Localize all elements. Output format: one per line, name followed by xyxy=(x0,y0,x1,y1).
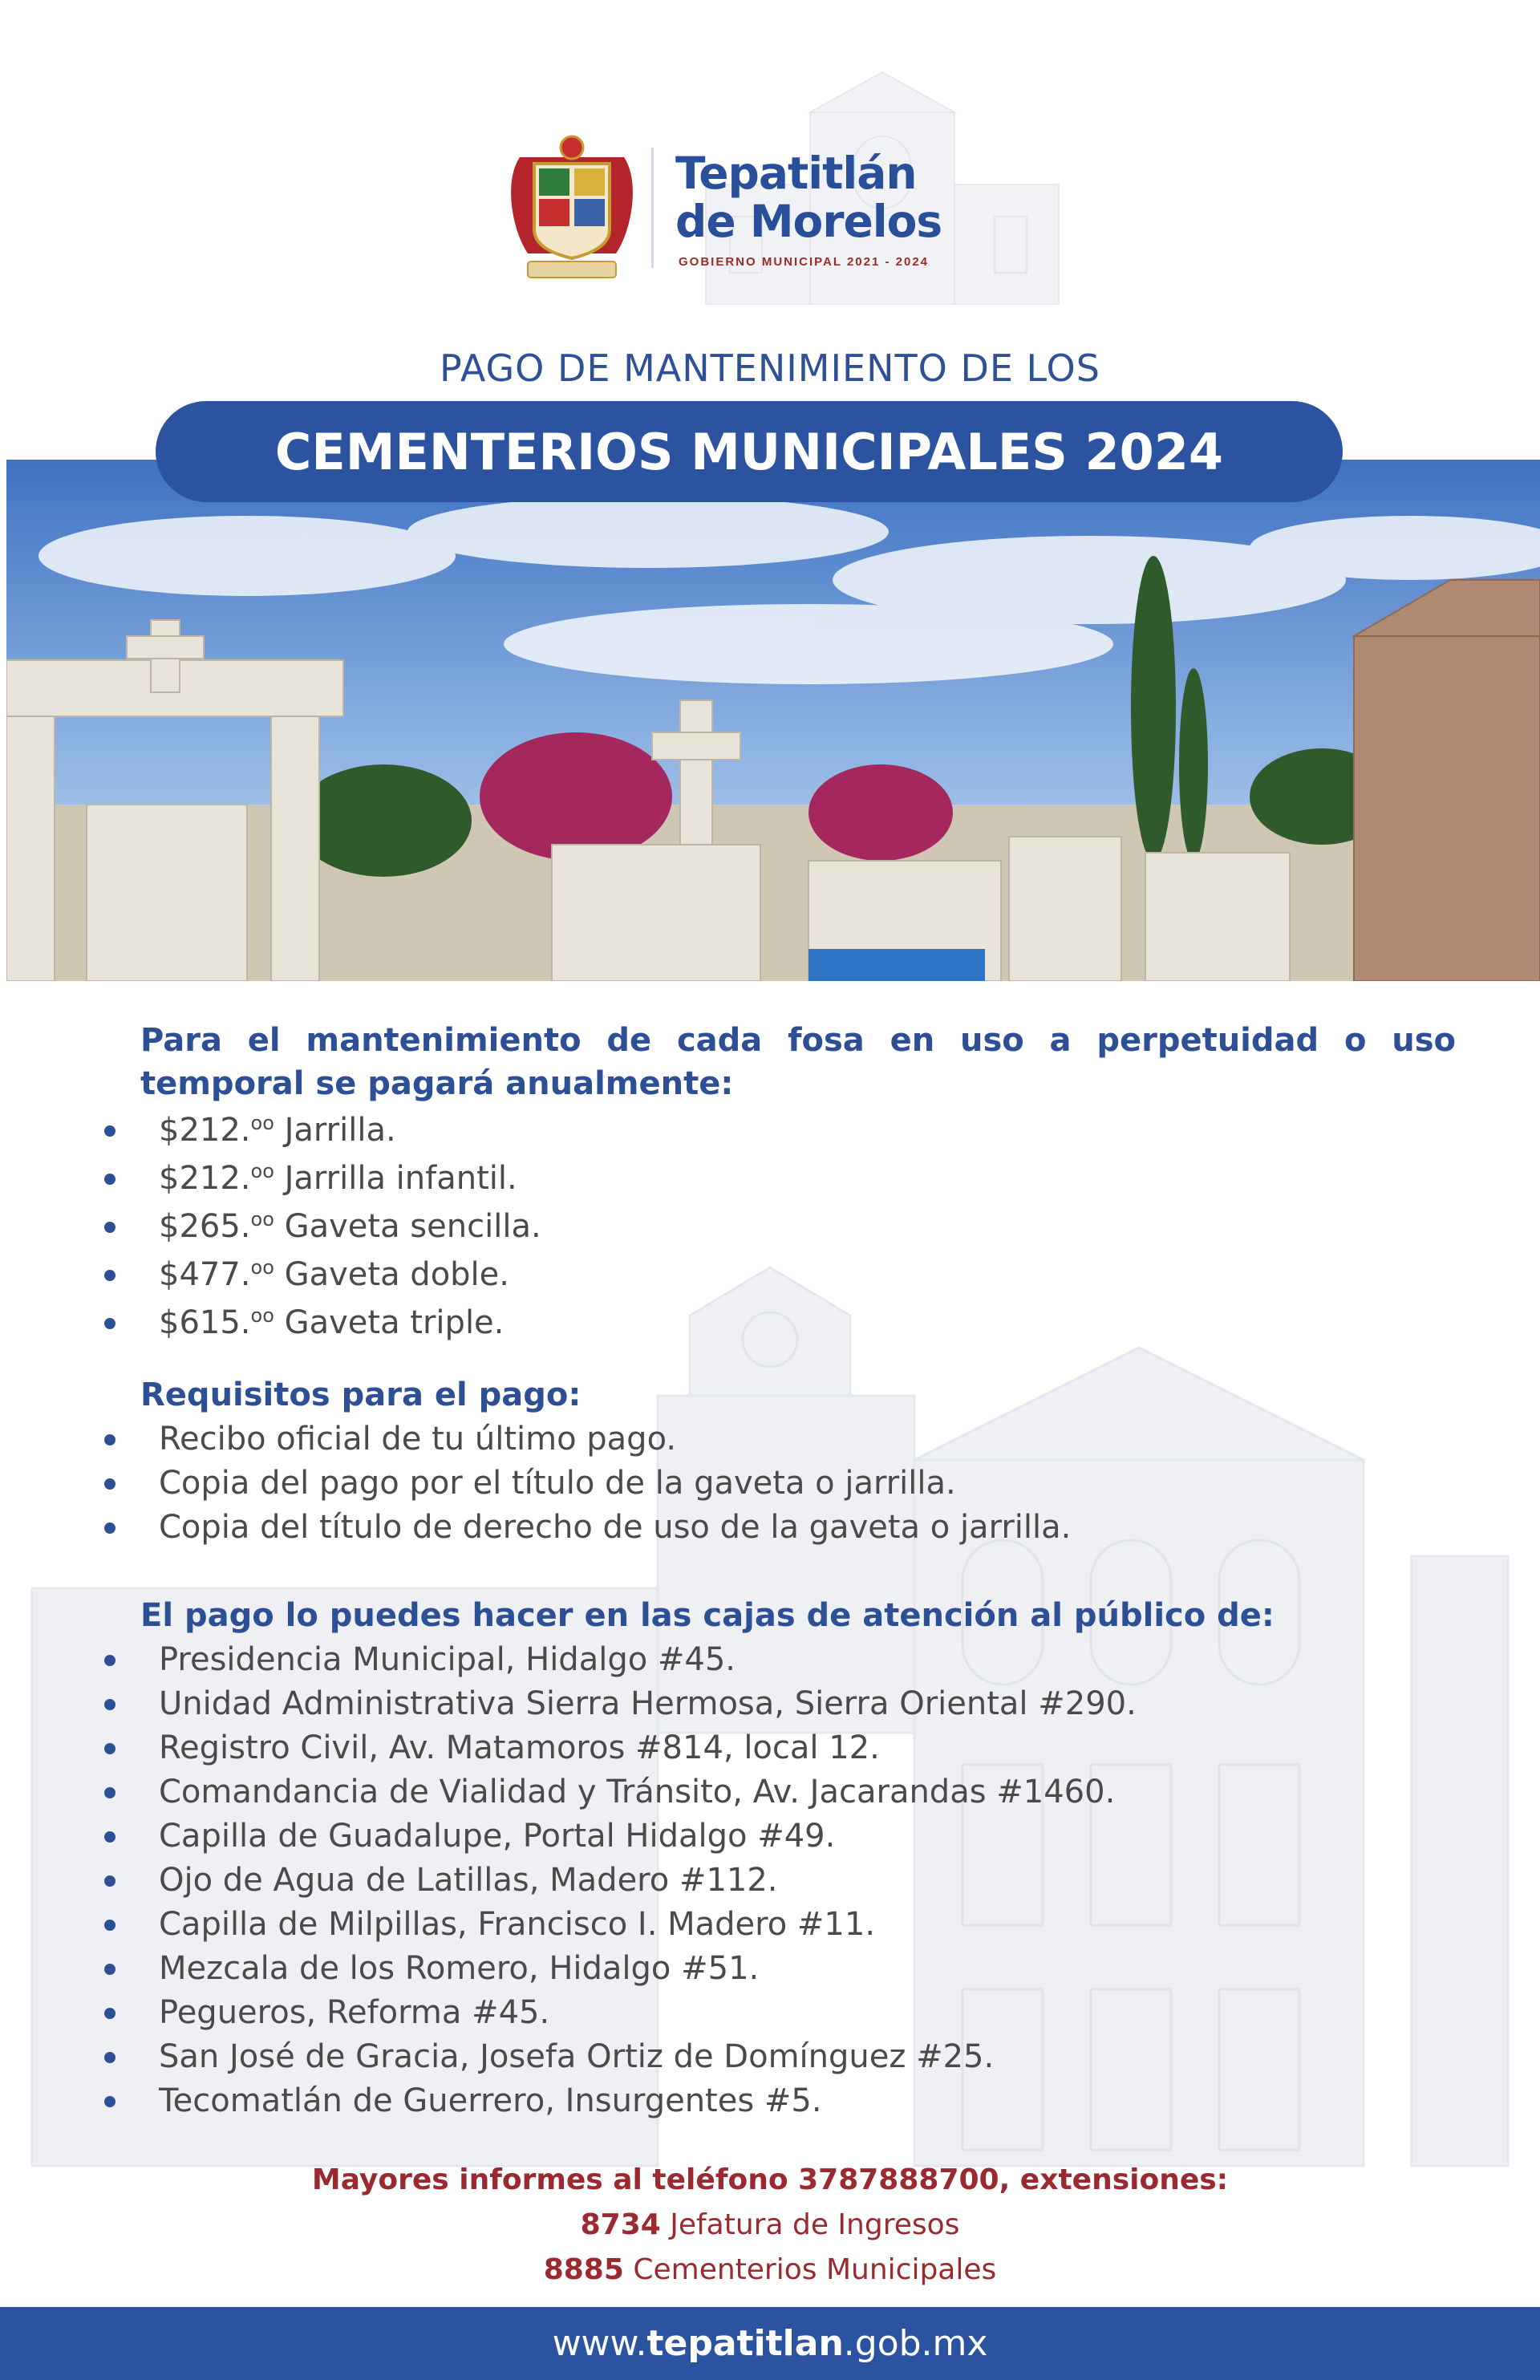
bullet-icon xyxy=(104,1699,116,1710)
list-item: Capilla de Guadalupe, Portal Hidalgo #49. xyxy=(104,1814,1137,1859)
bullet-icon xyxy=(104,1831,116,1843)
contact-info xyxy=(0,2158,1540,2293)
fees-title: Para el mantenimiento de cada fosa en uso a perpetuidad o uso temporal se pagará anualmente: xyxy=(140,1022,1456,1102)
list-item: $615.$^{oo}$ Gaveta triple. xyxy=(104,1301,541,1349)
municipality-name xyxy=(675,149,942,245)
page-title: CEMENTERIOS MUNICIPALES 2024 xyxy=(274,422,1224,481)
bullet-icon xyxy=(104,2052,116,2063)
list-item: $212.$^{oo}$ Jarrilla. xyxy=(104,1109,541,1157)
locations-list xyxy=(104,1638,1137,2123)
requirements-list xyxy=(104,1417,1071,1550)
municipal-logo xyxy=(497,128,1059,289)
bullet-icon xyxy=(104,1964,116,1975)
bullet-icon xyxy=(104,1787,116,1798)
contact-phone-line: Mayores informes al teléfono 3787888700, extensiones: xyxy=(311,2163,1229,2196)
fees-list xyxy=(104,1109,541,1349)
logo-divider xyxy=(651,148,654,268)
bullet-icon xyxy=(104,1174,116,1185)
bullet-icon xyxy=(104,1522,116,1534)
bullet-icon xyxy=(104,1318,116,1329)
footer-bar xyxy=(0,2307,1540,2380)
extension-label: Cementerios Municipales xyxy=(623,2253,997,2286)
list-item: $212.$^{oo}$ Jarrilla infantil. xyxy=(104,1157,541,1205)
bullet-icon xyxy=(104,1920,116,1931)
list-item: Copia del pago por el título de la gaveta o jarrilla. xyxy=(104,1462,1071,1506)
list-item: Unidad Administrativa Sierra Hermosa, Sierra Oriental #290. xyxy=(104,1682,1137,1726)
bullet-icon xyxy=(104,1434,116,1445)
page-subtitle: PAGO DE MANTENIMIENTO DE LOS xyxy=(440,347,1100,390)
bullet-icon xyxy=(104,2096,116,2107)
list-item: Presidencia Municipal, Hidalgo #45. xyxy=(104,1638,1137,1682)
list-item: San José de Gracia, Josefa Ortiz de Domínguez #25. xyxy=(104,2035,1137,2079)
bullet-icon xyxy=(104,1478,116,1490)
list-item: Mezcala de los Romero, Hidalgo #51. xyxy=(104,1947,1137,1991)
list-item: Comandancia de Vialidad y Tránsito, Av. Jacarandas #1460. xyxy=(104,1770,1137,1814)
contact-extension-1 xyxy=(0,2203,1540,2248)
municipality-name-line2: de Morelos xyxy=(675,196,942,247)
title-banner xyxy=(156,401,1343,502)
municipality-name-line1: Tepatitlán xyxy=(675,148,917,199)
locations-title: El pago lo puedes hacer en las cajas de atención al público de: xyxy=(140,1597,1275,1634)
coat-of-arms-icon xyxy=(504,133,640,286)
website-link[interactable]: www.tepatitlan.gob.mx xyxy=(552,2323,988,2364)
extension-label: Jefatura de Ingresos xyxy=(660,2208,960,2241)
bullet-icon xyxy=(104,1270,116,1281)
contact-extension-2 xyxy=(0,2248,1540,2293)
bullet-icon xyxy=(104,1222,116,1233)
list-item: $477.$^{oo}$ Gaveta doble. xyxy=(104,1253,541,1301)
bullet-icon xyxy=(104,1125,116,1137)
list-item: Pegueros, Reforma #45. xyxy=(104,1991,1137,2035)
list-item: Capilla de Milpillas, Francisco I. Madero #11. xyxy=(104,1903,1137,1947)
list-item: Recibo oficial de tu último pago. xyxy=(104,1417,1071,1462)
bullet-icon xyxy=(104,1743,116,1754)
list-item: Tecomatlán de Guerrero, Insurgentes #5. xyxy=(104,2079,1137,2123)
list-item: Registro Civil, Av. Matamoros #814, local 12. xyxy=(104,1726,1137,1770)
extension-number: 8734 xyxy=(580,2208,661,2241)
government-period: GOBIERNO MUNICIPAL 2021 - 2024 xyxy=(679,255,930,269)
bullet-icon xyxy=(104,1655,116,1666)
extension-number: 8885 xyxy=(543,2253,624,2286)
cemetery-photo xyxy=(6,460,1540,981)
list-item: Ojo de Agua de Latillas, Madero #112. xyxy=(104,1859,1137,1903)
list-item: Copia del título de derecho de uso de la gaveta o jarrilla. xyxy=(104,1506,1071,1550)
bullet-icon xyxy=(104,2008,116,2019)
list-item: $265.$^{oo}$ Gaveta sencilla. xyxy=(104,1205,541,1253)
requirements-title: Requisitos para el pago: xyxy=(140,1377,582,1413)
bullet-icon xyxy=(104,1875,116,1887)
